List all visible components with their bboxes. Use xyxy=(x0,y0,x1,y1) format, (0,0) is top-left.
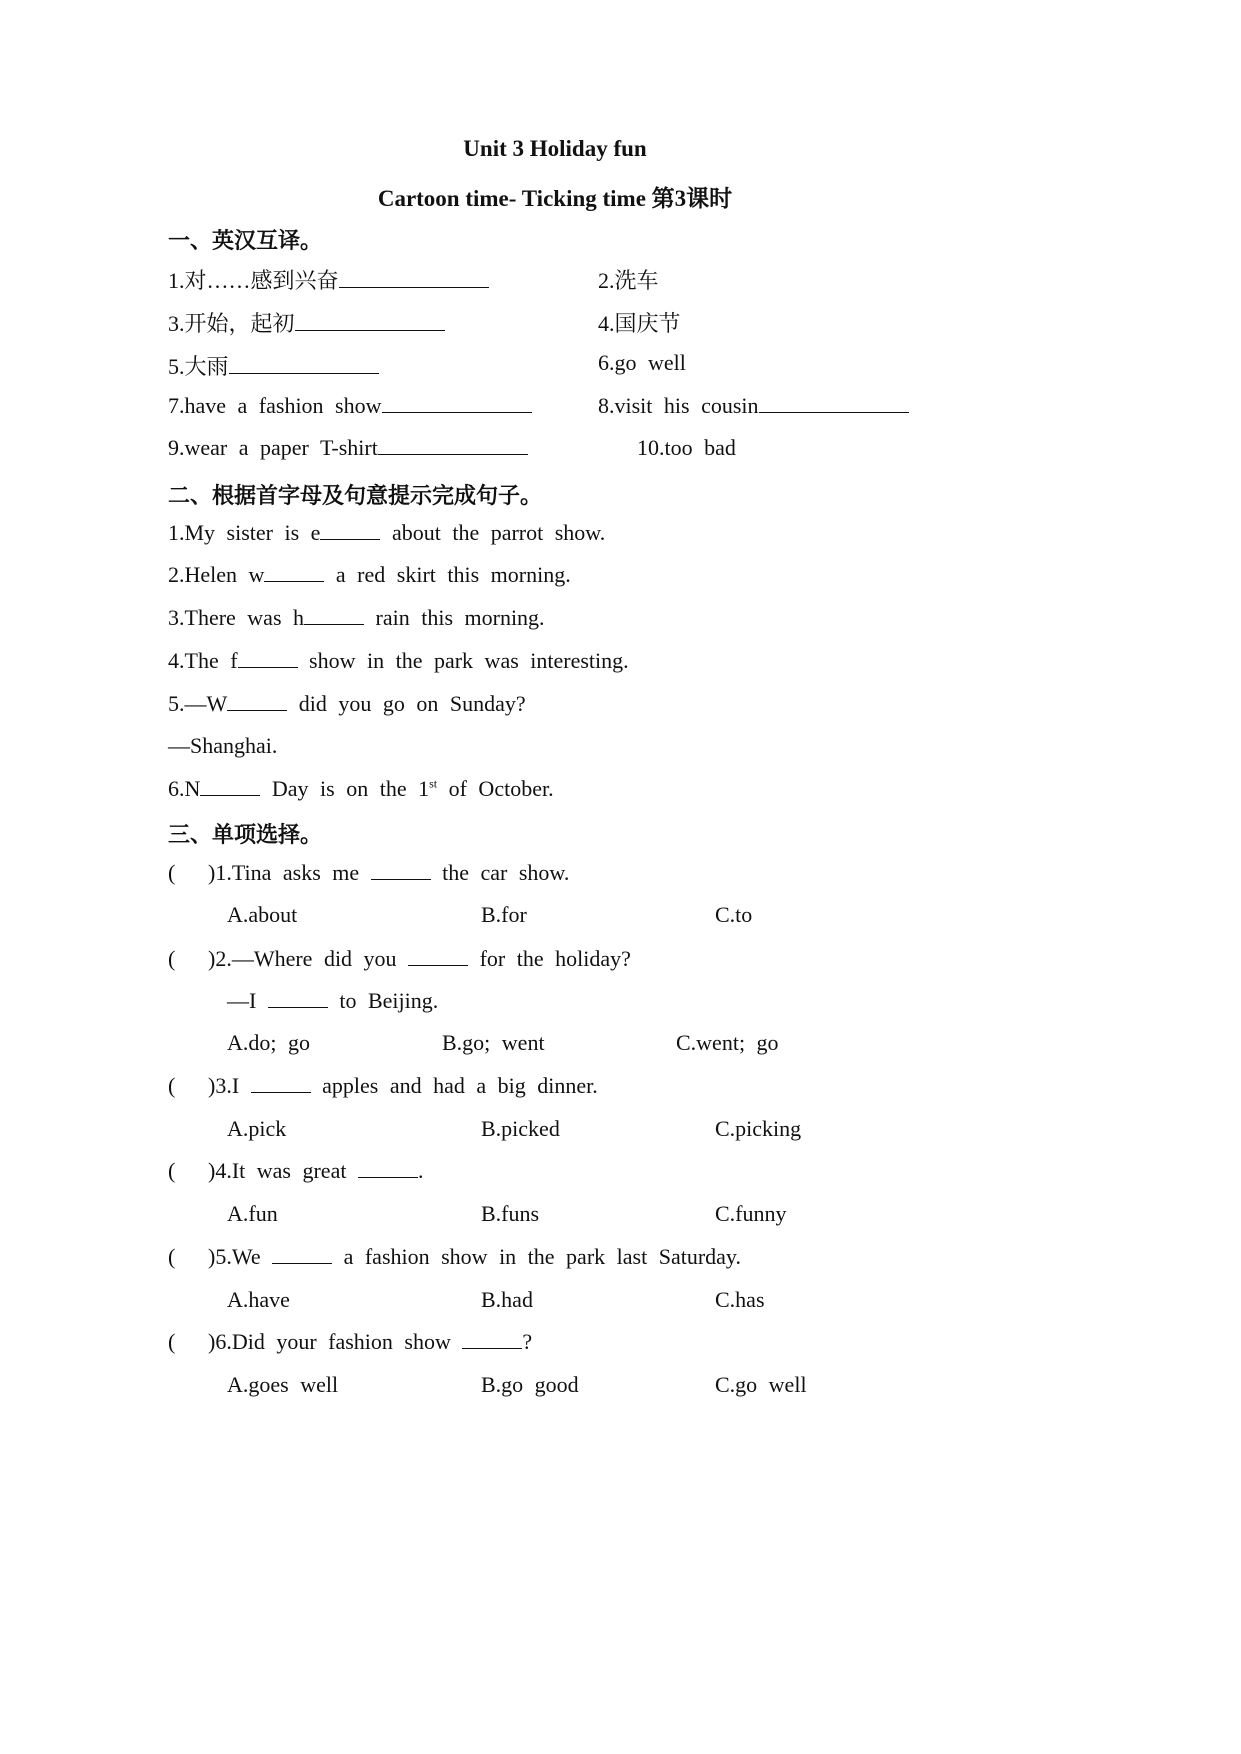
answer-blank[interactable] xyxy=(227,709,287,711)
s1-item-3: 3.开始，起初 xyxy=(168,307,445,338)
answer-blank[interactable] xyxy=(264,580,324,582)
s2-item-1: 1.My sister is e about the parrot show. xyxy=(168,520,606,545)
answer-blank[interactable] xyxy=(371,878,431,880)
s1-item-6: 6.go well xyxy=(598,350,686,375)
section2-heading: 二、根据首字母及句意提示完成句子。 xyxy=(168,483,543,508)
q4-option-c[interactable]: C.funny xyxy=(715,1201,787,1226)
q2-option-b[interactable]: B.go; went xyxy=(442,1030,545,1055)
q5-bracket[interactable]: ( xyxy=(168,1244,176,1269)
answer-blank[interactable] xyxy=(339,286,489,288)
q2-bracket[interactable]: ( xyxy=(168,946,176,971)
q1-stem: )1.Tina asks me the car show. xyxy=(208,860,570,885)
s1-item-7: 7.have a fashion show xyxy=(168,393,532,419)
answer-blank[interactable] xyxy=(378,453,528,455)
q6-option-a[interactable]: A.goes well xyxy=(227,1372,339,1397)
q4-stem: )4.It was great . xyxy=(208,1158,424,1183)
s1-item-8: 8.visit his cousin xyxy=(598,393,909,419)
q3-stem: )3.I apples and had a big dinner. xyxy=(208,1073,598,1098)
s2-item-3: 3.There was h rain this morning. xyxy=(168,605,545,630)
q5-option-c[interactable]: C.has xyxy=(715,1287,765,1312)
q4-option-a[interactable]: A.fun xyxy=(227,1201,278,1226)
q5-option-a[interactable]: A.have xyxy=(227,1287,290,1312)
answer-blank[interactable] xyxy=(408,964,468,966)
answer-blank[interactable] xyxy=(304,623,364,625)
s1-item-4: 4.国庆节 xyxy=(598,311,681,336)
page-subtitle: Cartoon time- Ticking time 第3课时 xyxy=(377,186,733,211)
s2-item-4: 4.The f show in the park was interesting. xyxy=(168,648,629,673)
q3-option-b[interactable]: B.picked xyxy=(481,1116,560,1141)
q6-option-b[interactable]: B.go good xyxy=(481,1372,579,1397)
s2-item-5: 5.—W did you go on Sunday? xyxy=(168,691,526,716)
s1-item-2: 2.洗车 xyxy=(598,268,659,293)
q2-stem: )2.—Where did you for the holiday? xyxy=(208,946,631,971)
q1-option-c[interactable]: C.to xyxy=(715,902,753,927)
answer-blank[interactable] xyxy=(462,1347,522,1349)
s1-item-1: 1.对……感到兴奋 xyxy=(168,264,489,295)
q6-option-c[interactable]: C.go well xyxy=(715,1372,807,1397)
s2-answer-line: —Shanghai. xyxy=(168,733,278,758)
answer-blank[interactable] xyxy=(295,329,445,331)
q3-bracket[interactable]: ( xyxy=(168,1073,176,1098)
q5-stem: )5.We a fashion show in the park last Saturday. xyxy=(208,1244,741,1269)
q1-bracket[interactable]: ( xyxy=(168,860,176,885)
answer-blank[interactable] xyxy=(358,1176,418,1178)
answer-blank[interactable] xyxy=(759,411,909,413)
q2-reply: —I to Beijing. xyxy=(227,988,439,1013)
answer-blank[interactable] xyxy=(200,794,260,796)
q5-option-b[interactable]: B.had xyxy=(481,1287,533,1312)
page-title: Unit 3 Holiday fun xyxy=(463,136,647,161)
q2-option-c[interactable]: C.went; go xyxy=(676,1030,779,1055)
s2-item-6: 6.N Day is on the 1st of October. xyxy=(168,776,554,801)
answer-blank[interactable] xyxy=(238,666,298,668)
q4-option-b[interactable]: B.funs xyxy=(481,1201,540,1226)
q3-option-c[interactable]: C.picking xyxy=(715,1116,802,1141)
answer-blank[interactable] xyxy=(272,1262,332,1264)
answer-blank[interactable] xyxy=(251,1091,311,1093)
answer-blank[interactable] xyxy=(268,1006,328,1008)
answer-blank[interactable] xyxy=(382,411,532,413)
q6-bracket[interactable]: ( xyxy=(168,1329,176,1354)
answer-blank[interactable] xyxy=(320,538,380,540)
q2-option-a[interactable]: A.do; go xyxy=(227,1030,310,1055)
s1-item-5: 5.大雨 xyxy=(168,350,379,381)
q4-bracket[interactable]: ( xyxy=(168,1158,176,1183)
s1-item-9: 9.wear a paper T-shirt xyxy=(168,435,528,461)
q6-stem: )6.Did your fashion show ? xyxy=(208,1329,533,1354)
q3-option-a[interactable]: A.pick xyxy=(227,1116,287,1141)
q1-option-b[interactable]: B.for xyxy=(481,902,527,927)
answer-blank[interactable] xyxy=(229,372,379,374)
section1-heading: 一、英汉互译。 xyxy=(168,228,323,253)
s2-item-2: 2.Helen w a red skirt this morning. xyxy=(168,562,571,587)
s1-item-10: 10.too bad xyxy=(637,435,736,460)
q1-option-a[interactable]: A.about xyxy=(227,902,298,927)
section3-heading: 三、单项选择。 xyxy=(168,822,323,847)
